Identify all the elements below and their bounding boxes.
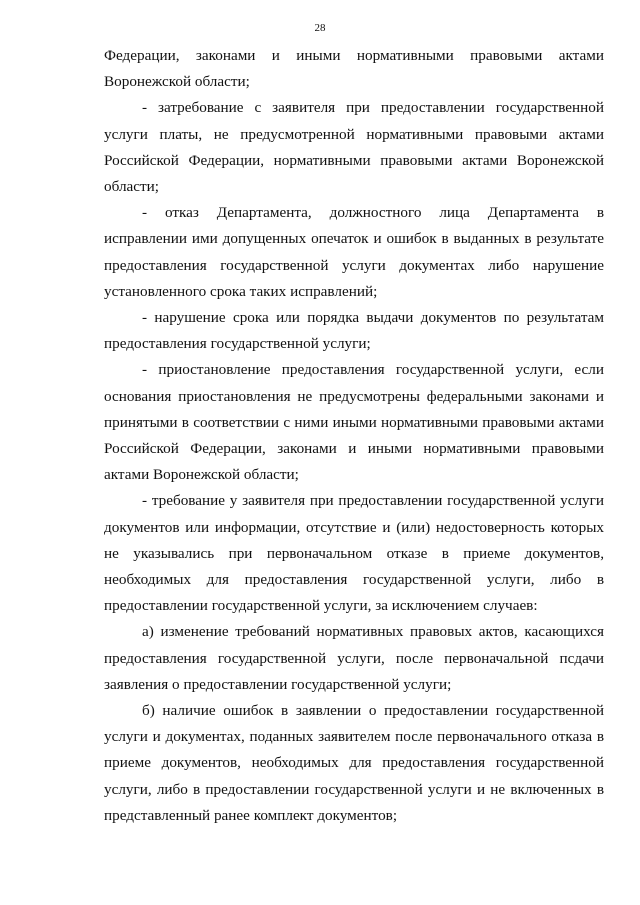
document-body <box>104 43 604 829</box>
paragraph-exception-b: б) наличие ошибок в заявлении о предоставлении государственной услуги и документах, поданных заявителем после первоначального отказа в приеме документов, необходимых для предоставления государственной услуги, либо в предоставлении государственной услуги и не включенных в представленный ранее комплект документов; <box>104 702 604 824</box>
paragraph-issuance-violation: - нарушение срока или порядка выдачи документов по результатам предоставления государственной услуги; <box>104 309 604 353</box>
paragraph-suspension: - приостановление предоставления государственной услуги, если основания приостановления не предусмотрены федеральными законами и принятыми в соответствии с ними иными нормативными правовыми актами Российской Федерации, законами и иными нормативными правовыми актами Воронежской области; <box>104 361 604 484</box>
paragraph-correction-refusal: - отказ Департамента, должностного лица Департамента в исправлении ими допущенных опечаток и ошибок в выданных в результате предоставления государственной услуги документах либо нарушение установленного срока таких исправлений; <box>104 204 604 300</box>
paragraph-fee-demand: - затребование с заявителя при предоставлении государственной услуги платы, не предусмотренной нормативными правовыми актами Российской Федерации, нормативными правовыми актами Воронежской области; <box>104 99 604 196</box>
paragraph-continuation: Федерации, законами и иными нормативными правовыми актами Воронежской области; <box>104 47 604 91</box>
page-number: 28 <box>314 22 326 34</box>
paragraph-exception-a: а) изменение требований нормативных правовых актов, касающихся предоставления государственной услуги, после первоначальной псдачи заявления о предоставлении государственной услуги; <box>104 623 604 693</box>
paragraph-document-demand: - требование у заявителя при предоставлении государственной услуги документов или информации, отсутствие и (или) недостоверность которых не указывались при первоначальном отказе в приеме документов, необходимых для предоставления государственной услуги, либо в предоставлении государственной услуги, за исключением случаев: <box>104 492 604 615</box>
